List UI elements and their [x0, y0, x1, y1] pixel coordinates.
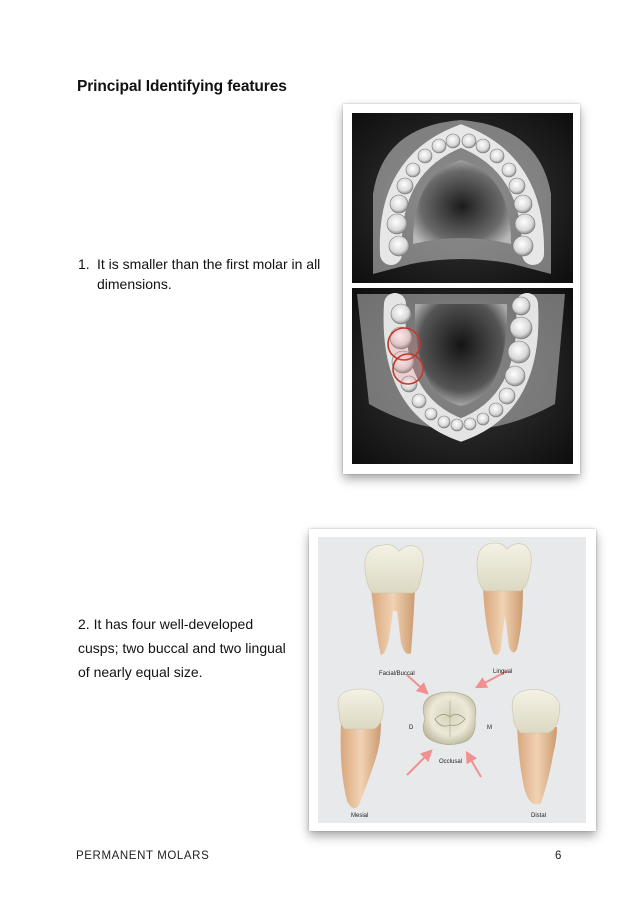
label-lingual: Lingual [493, 669, 513, 675]
maxillary-arch-image [352, 113, 573, 283]
page-heading: Principal Identifying features [77, 78, 287, 95]
label-m: M [487, 725, 492, 731]
feature-point-1-number: 1. [78, 256, 90, 272]
feature-point-2: 2. It has four well-developed cusps; two buccal and two lingual of nearly equal size. [78, 616, 286, 680]
label-facial-buccal: Facial/Buccal [379, 671, 415, 677]
mandibular-arch-image [352, 288, 573, 464]
label-occlusal: Occlusal [439, 759, 463, 765]
label-d: D [409, 725, 414, 731]
second-molar-highlight-circle [393, 354, 423, 384]
molar-views-illustration [309, 529, 596, 831]
dental-arch-photo [343, 104, 580, 474]
occlusal-view-tooth [423, 692, 476, 745]
page-number: 6 [555, 850, 562, 862]
label-distal: Distal [531, 813, 547, 819]
label-mesial: Mesial [351, 813, 369, 819]
page-footer [76, 850, 562, 862]
footer-section-title: PERMANENT MOLARS [76, 850, 210, 862]
feature-point-1-text: It is smaller than the first molar in all dimensions. [97, 256, 321, 292]
feature-point-1 [78, 254, 328, 294]
